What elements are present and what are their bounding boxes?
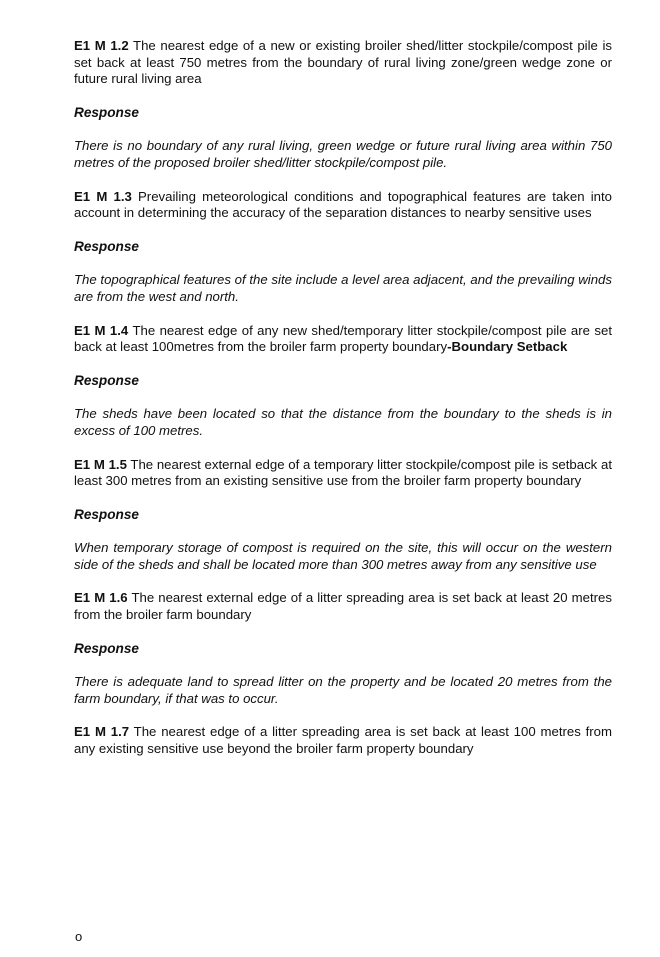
page-number: o (75, 929, 83, 944)
response-text: When temporary storage of compost is required on the site, this will occur on the western side of the sheds and shall be located more than 300 metres away from any sensitive use (74, 540, 612, 572)
criterion-e1-m-1-2 (74, 38, 612, 88)
criterion-e1-m-1-4 (74, 323, 612, 356)
criterion-text: The nearest edge of any new shed/temporary litter stockpile/compost pile are set back at least 100metres from the broiler farm property boundary (74, 322, 612, 355)
criterion-e1-m-1-7 (74, 724, 612, 757)
criterion-code: E1 M 1.7 (74, 724, 130, 740)
response-heading: Response (74, 372, 139, 388)
response-heading: Response (74, 104, 139, 120)
response-text: The sheds have been located so that the distance from the boundary to the sheds is in excess of 100 metres. (74, 406, 612, 438)
response-heading: Response (74, 640, 139, 656)
criterion-code: E1 M 1.2 (74, 38, 129, 53)
criterion-code: E1 M 1.3 (74, 188, 132, 204)
response-heading: Response (74, 238, 139, 254)
response-heading: Response (74, 506, 139, 522)
document-page (74, 38, 612, 775)
criterion-e1-m-1-6 (74, 590, 612, 623)
criterion-code: E1 M 1.6 (74, 590, 128, 606)
criterion-e1-m-1-3 (74, 189, 612, 222)
response-text: There is no boundary of any rural living, green wedge or future rural living area within 750 metres of the proposed broiler shed/litter stockpile/compost pile. (74, 138, 612, 170)
response-text: The topographical features of the site include a level area adjacent, and the prevailing winds are from the west and north. (74, 272, 612, 304)
criterion-bold-tail: -Boundary Setback (447, 339, 568, 355)
criterion-text: The nearest external edge of a litter spreading area is set back at least 20 metres from the broiler farm boundary (74, 590, 612, 623)
criterion-e1-m-1-5 (74, 457, 612, 490)
criterion-text: Prevailing meteorological conditions and topographical features are taken into account in determining the accuracy of the separation distances to nearby sensitive uses (74, 188, 612, 221)
criterion-text: The nearest external edge of a temporary litter stockpile/compost pile is setback at least 300 metres from an existing sensitive use from the broiler farm property boundary (74, 456, 612, 489)
response-text: There is adequate land to spread litter on the property and be located 20 metres from the farm boundary, if that was to occur. (74, 674, 612, 706)
criterion-text: The nearest edge of a new or existing broiler shed/litter stockpile/compost pile is set back at least 750 metres from the boundary of rural living zone/green wedge zone or future rural living area (74, 38, 612, 87)
criterion-text: The nearest edge of a litter spreading area is set back at least 100 metres from any existing sensitive use beyond the broiler farm property boundary (74, 724, 612, 757)
criterion-code: E1 M 1.4 (74, 322, 129, 338)
criterion-code: E1 M 1.5 (74, 456, 127, 472)
